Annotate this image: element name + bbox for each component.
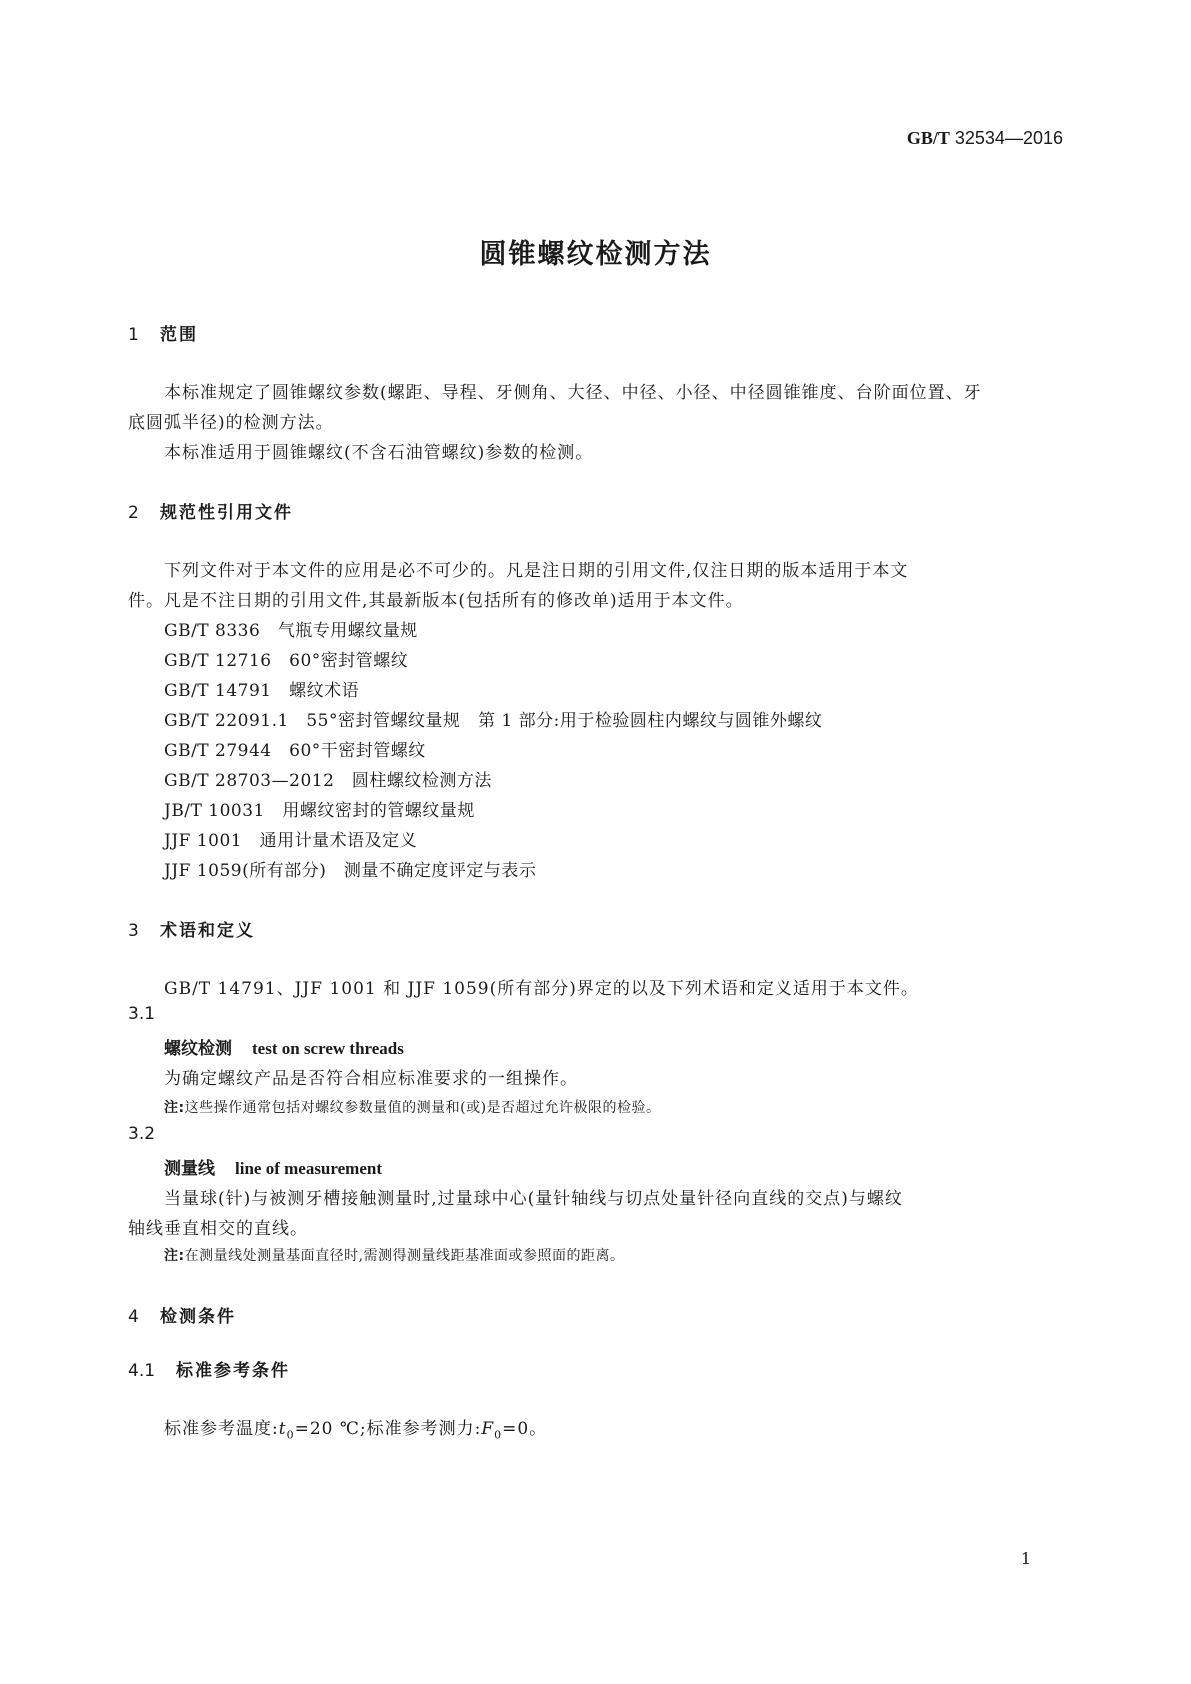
term-english: line of measurement — [235, 1159, 382, 1178]
section-number: 1 — [128, 325, 139, 345]
term-english: test on screw threads — [252, 1039, 404, 1058]
temperature-label: 标准参考温度: — [164, 1419, 279, 1439]
standard-code — [907, 128, 1063, 149]
term-chinese: 测量线 — [164, 1159, 215, 1179]
section-number: 3 — [128, 921, 139, 941]
term-note — [164, 1097, 661, 1117]
force-label: 标准参考测力: — [366, 1419, 482, 1439]
section-title: 检测条件 — [160, 1307, 236, 1327]
temperature-subscript: 0 — [286, 1428, 295, 1442]
reference-name: 通用计量术语及定义 — [259, 831, 418, 851]
reference-item — [164, 706, 822, 731]
standard-code-prefix: GB/T — [906, 128, 950, 148]
section-1-paragraph-1-line-2: 底圆弧半径)的检测方法。 — [128, 413, 334, 433]
section-1-heading — [128, 320, 198, 345]
reference-code: JJF 1001 — [164, 831, 243, 851]
reference-name: 60°密封管螺纹 — [289, 651, 409, 671]
reference-code: GB/T 8336 — [164, 621, 261, 641]
section-number: 4 — [128, 1307, 139, 1327]
term-definition-line-1: 当量球(针)与被测牙槽接触测量时,过量球中心(量针轴线与切点处量针径向直线的交点)与螺纹 — [164, 1189, 903, 1209]
reference-name: 55°密封管螺纹量规 第 1 部分:用于检验圆柱内螺纹与圆锥外螺纹 — [306, 711, 823, 731]
term-heading — [164, 1034, 404, 1059]
document-title: 圆锥螺纹检测方法 — [479, 239, 712, 270]
reference-code: GB/T 28703—2012 — [164, 771, 335, 791]
force-symbol: F — [481, 1419, 495, 1439]
section-title: 范围 — [160, 325, 198, 345]
reference-name: 气瓶专用螺纹量规 — [277, 621, 418, 641]
note-label: 注: — [164, 1248, 185, 1264]
term-number: 3.2 — [128, 1124, 156, 1144]
temperature-symbol: t — [278, 1419, 287, 1439]
note-text: 在测量线处测量基面直径时,需测得测量线距基准面或参照面的距离。 — [184, 1248, 625, 1264]
reference-name: 螺纹术语 — [289, 681, 360, 701]
reference-name: 用螺纹密封的管螺纹量规 — [282, 801, 475, 821]
page-number: 1 — [1020, 1549, 1031, 1568]
reference-code: JJF 1059(所有部分) — [164, 861, 327, 881]
reference-code: GB/T 12716 — [164, 651, 272, 671]
section-3-intro: GB/T 14791、JJF 1001 和 JJF 1059(所有部分)界定的以及下列术语和定义适用于本文件。 — [164, 979, 919, 999]
temperature-value: =20 ℃; — [294, 1419, 367, 1439]
reference-item — [164, 676, 359, 701]
section-2-paragraph-line-2: 件。凡是不注日期的引用文件,其最新版本(包括所有的修改单)适用于本文件。 — [128, 591, 744, 611]
section-title: 术语和定义 — [160, 921, 255, 941]
reference-item — [164, 646, 408, 671]
note-label: 注: — [164, 1100, 185, 1116]
section-3-heading — [128, 916, 255, 941]
reference-item — [164, 826, 417, 851]
subsection-4-1-heading — [128, 1356, 290, 1381]
section-4-heading — [128, 1302, 236, 1327]
force-subscript: 0 — [494, 1428, 503, 1442]
term-heading — [164, 1154, 382, 1179]
term-chinese: 螺纹检测 — [164, 1039, 232, 1059]
reference-item — [164, 736, 426, 761]
term-definition-line-2: 轴线垂直相交的直线。 — [128, 1219, 308, 1239]
term-definition: 为确定螺纹产品是否符合相应标准要求的一组操作。 — [164, 1069, 578, 1089]
term-note — [164, 1245, 625, 1265]
reference-code: JB/T 10031 — [164, 801, 265, 821]
section-title: 规范性引用文件 — [160, 503, 293, 523]
section-1-paragraph-2: 本标准适用于圆锥螺纹(不含石油管螺纹)参数的检测。 — [164, 443, 594, 463]
section-2-paragraph-line-1: 下列文件对于本文件的应用是必不可少的。凡是注日期的引用文件,仅注日期的版本适用于本文 — [164, 561, 909, 581]
term-number: 3.1 — [128, 1004, 156, 1024]
subsection-title: 标准参考条件 — [176, 1361, 290, 1381]
reference-item — [164, 856, 536, 881]
reference-item — [164, 766, 492, 791]
note-text: 这些操作通常包括对螺纹参数量值的测量和(或)是否超过允许极限的检验。 — [184, 1100, 661, 1116]
reference-name: 圆柱螺纹检测方法 — [351, 771, 492, 791]
section-number: 2 — [128, 503, 139, 523]
subsection-number: 4.1 — [128, 1361, 156, 1381]
reference-name: 60°干密封管螺纹 — [289, 741, 426, 761]
reference-item — [164, 796, 475, 821]
reference-name: 测量不确定度评定与表示 — [343, 861, 537, 881]
reference-code: GB/T 27944 — [164, 741, 272, 761]
reference-code: GB/T 14791 — [164, 681, 272, 701]
section-2-heading — [128, 498, 293, 523]
force-value: =0。 — [502, 1419, 548, 1439]
reference-code: GB/T 22091.1 — [164, 711, 289, 731]
reference-item — [164, 616, 418, 641]
standard-code-number: 32534—2016 — [954, 128, 1063, 148]
reference-conditions — [164, 1414, 547, 1441]
section-1-paragraph-1-line-1: 本标准规定了圆锥螺纹参数(螺距、导程、牙侧角、大径、中径、小径、中径圆锥锥度、台阶面位置、牙 — [164, 383, 982, 403]
